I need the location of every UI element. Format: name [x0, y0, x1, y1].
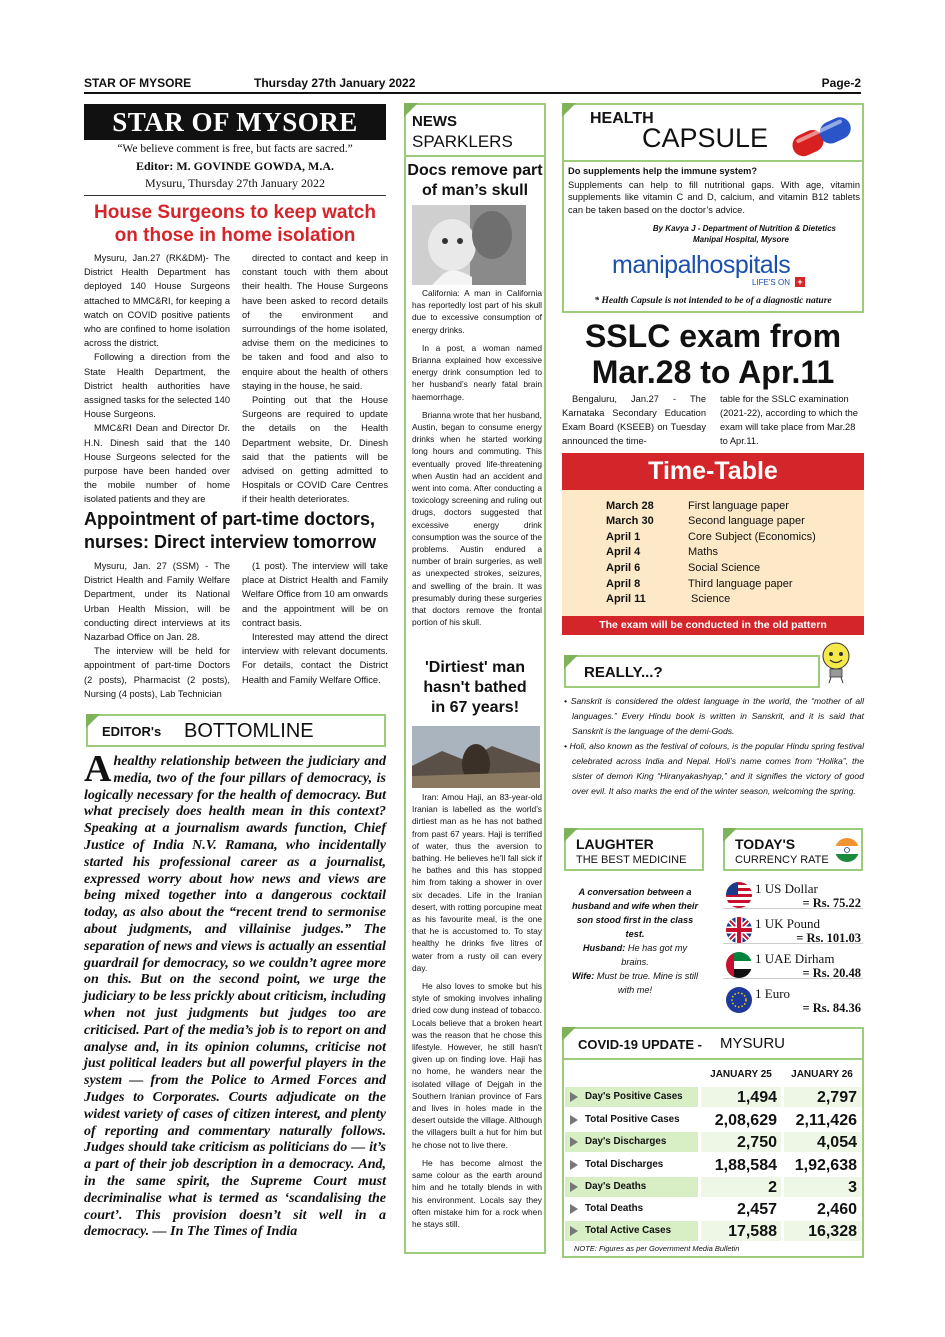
- list-item: • Sanskrit is considered the oldest language in the world, the “mother of all languages.” Every Hindu book is written in Sanskrit, and it is said that Sanskrit is the language of the demi-Gods.: [564, 696, 864, 736]
- paper-name: STAR OF MYSORE: [84, 76, 192, 90]
- laughter-body: A conversation between a husband and wife when their son stood first in the class test. Husband: He has got my brains. Wife: Must be true. Mine is still with me!: [571, 887, 699, 995]
- really-label-box: REALLY...?: [564, 655, 820, 688]
- story1-headline: Docs remove part of man’s skull: [407, 162, 543, 199]
- article2-headline: Appointment of part-time doctors, nurses: Direct interview tomorrow: [84, 509, 377, 552]
- list-item: • Holi, also known as the festival of colours, is the popular Hindu spring festival celebrated across India and Nepal. Holi’s name comes from “Holika”, the sister of demon King “Hiranyakashyap,” and it signifies the victory of good over evil. It also marks the end of the winter season, welcoming the spring.: [564, 741, 864, 796]
- manipal-tagline: LIFE'S ON: [752, 278, 790, 287]
- health-question: Do supplements help the immune system?: [568, 166, 758, 176]
- corner-fold-icon: [562, 103, 576, 117]
- news-sparklers-box: NEWS SPARKLERS Docs remove part of man’s skull California: A man in California has reportedly lost part of his skull due to excessive consumption of energy drinks. In a post, a woman named Brianna explained how excessive energy drink consumption led to her husband’s nearly fatal brain haemorrhage. Brianna wrote that her husband, Austin, began to consume energy drinks when he started working long hours and commuting. This eventually proved life-threatening when Austin had an accident and went into coma. After conducting a toxicology screening and ruling out drugs, doctors suggested that excessive energy drink consumption was the source of the problems. Austin endured a number of brain surgeries, as well as unexpected strokes, seizures, and swelling of the brain. It was presumably during these surgeries that doctors remove the frontal portion of his skull. 'Dirtiest' man hasn't bathed in 67 years! Iran: Amou Haji, an 83-year-old Iranian is labelled as the world’s dirtiest man as he has not bathed from past 67 years. Haji is terrified of water, thus the aversion to bathing. He believes he’ll fall sick if he bathes and this has stopped him from taking a shower in over six decades. Life in the Iranian desert, with rotting porcupine meat as his favourite meal, is the one that he is accustomed to. To stay healthy he drinks five litres of water from a rusty oil can every day. He also loves to smoke but his style of smoking involves inhaling dried cow dung instead of tobacco. Locals believe that a broken heart was the reason that he chose this lifestyle. However, he still hasn't given up on finding love. Haji has no home, he wanders near the isolated village of Dejgah in the Southern Iranian province of Fars and lives in holes made in the desert outside the village. Although the villagers built a hut for him but he chose not to live there. He has become almost the same colour as the earth around him and he totally blends in with his environment. Locals say they often mistake him for a rock when he stays still.: [404, 103, 546, 1254]
- arrow-icon: [570, 1204, 578, 1214]
- story1-photo: [412, 205, 526, 285]
- story1-body: California: A man in California has reportedly lost part of his skull due to excessive consumption of energy drinks. In a post, a woman named Brianna explained how excessive energy drink consumption led to her husband’s nearly fatal brain haemorrhage. Brianna wrote that her husband, Austin, began to consume energy drinks when he started working long hours and commuting. This eventually proved life-threatening when Austin had an accident and went into coma. After conducting a toxicology screening and ruling out drugs, doctors suggested that excessive energy drink consumption was the source of the problems. Austin endured a number of brain surgeries, as well as unexpected strokes, seizures, and swelling of the brain. It was presumably during these surgeries that doctors remove the frontal portion of his skull.: [412, 288, 542, 628]
- timetable-box: [562, 453, 864, 635]
- sslc-col1: Bengaluru, Jan.27 - The Karnataka Secondary Education Exam Board (KSEEB) on Tuesday announced the time-: [562, 394, 706, 446]
- currency-row: 1 Euro = Rs. 84.36: [723, 984, 863, 1014]
- currency-label-box: TODAY'S CURRENCY RATE: [723, 828, 863, 871]
- table-row: Total Active Cases 17,588 16,328: [565, 1221, 861, 1243]
- masthead-motto: “We believe comment is free, but facts are sacred.”: [117, 143, 353, 155]
- timetable-title: Time-Table: [562, 453, 864, 490]
- timetable-footer: The exam will be conducted in the old pattern: [562, 616, 864, 635]
- lightbulb-icon: [818, 640, 854, 684]
- divider: [406, 155, 544, 157]
- table-row: Total Positive Cases 2,08,629 2,11,426: [565, 1110, 861, 1132]
- arrow-icon: [570, 1115, 578, 1125]
- arrow-icon: [570, 1137, 578, 1147]
- capsule-icon: [784, 111, 862, 159]
- plus-icon: +: [795, 277, 805, 287]
- timetable-row: April 1 Core Subject (Economics): [606, 531, 816, 543]
- currency-row: 1 UAE Dirham = Rs. 20.48: [723, 949, 863, 979]
- story2-headline: 'Dirtiest' man hasn't bathed in 67 years!: [423, 659, 527, 716]
- timetable-row: April 4 Maths: [606, 546, 718, 558]
- arrow-icon: [570, 1092, 578, 1102]
- covid-box: COVID-19 UPDATE - MYSURU JANUARY 25 JANUARY 26: [562, 1027, 864, 1258]
- article1-col1: Mysuru, Jan.27 (RK&DM)- The District Health Department has deployed 140 House Surgeons attached to MMC&RI, for keeping a watch on COVID positive patients who are confined to home isolation across the district. Following a direction from the State Health Department, the District health authorities have assigned tasks for the selected 140 House Surgeons. MMC&RI Dean and Director Dr. H.N. Dinesh said that the 140 House Surgeons selected for the purpose have been handed over the mobile number of home isolated patients and they are: [84, 253, 230, 505]
- page-header: [84, 76, 861, 94]
- timetable-row: April 8 Third language paper: [606, 578, 793, 590]
- corner-fold-icon: [86, 714, 100, 728]
- editorial-body: Ahealthy relationship between the judiciary and media, two of the four pillars of democracy, is logically necessary for the health of democracy. But what precisely does health mean in this context? Speaking at a journalism awards function, Chief Justice of India N.V. Ramana, who incidentally started his professional career as a journalist, expressed worry about how news and views are being mixed together into a dangerous cocktail today, as also about the “recent trend to sermonise about judgments, and villainise judges.” The separation of news and views is actually an essential guardrail for democracy, so we couldn’t agree more on this. But on the second point, we urge the judiciary to be less prickly about criticism, including when not just judgments but judges too are criticised. Part of the media’s job is to report on and analyse and, in its opinion columns, criticise not just political leaders but all powerful players in the system — from the Police to Armed Forces and Judges to Corporates. Courts adjudicate on the widest variety of cases of citizen interest, and plenty of reporting and commentary naturally follows. Judges should take criticism as politicians do — it’s a part of their job description in a democracy. And, in the same spirit, the Supreme Court must decriminalise what is termed as ‘scandalising the court’. This provision doesn’t sit well in a democracy. — In The Times of India: [84, 748, 386, 1240]
- masthead-title: STAR OF MYSORE: [84, 104, 386, 140]
- arrow-icon: [570, 1160, 578, 1170]
- divider: [564, 160, 862, 162]
- article2-col1: Mysuru, Jan. 27 (SSM) - The District Health and Family Welfare Department, under its National Urban Health Mission, will be conducting direct interviews at its Nazarbad Office on Jan. 28. The interview will be held for appointment of part-time Doctors (2 posts), Pharmacist (2 posts), Nursing (4 posts), Lab Technician: [84, 561, 230, 699]
- uk-flag-icon: [726, 917, 752, 943]
- health-answer: Supplements can help to fill nutritional gaps. With age, vitamin supplements like vitamin C and D, calcium, and vitamin B12 tablets can be taken based on the doctor’s advice.: [568, 180, 860, 215]
- table-row: Day's Deaths 2 3: [565, 1177, 861, 1199]
- table-row: Total Discharges 1,88,584 1,92,638: [565, 1155, 861, 1177]
- covid-col-header: JANUARY 25: [710, 1069, 772, 1080]
- sslc-headline: SSLC exam from Mar.28 to Apr.11: [584, 318, 842, 390]
- covid-note: NOTE: Figures as per Government Media Bulletin: [574, 1244, 740, 1253]
- covid-col-header: JANUARY 26: [791, 1069, 853, 1080]
- table-row: Day's Positive Cases 1,494 2,797: [565, 1087, 861, 1109]
- issue-date: Thursday 27th January 2022: [254, 76, 416, 90]
- divider: [84, 195, 386, 196]
- editorial-label-box: EDITOR's BOTTOMLINE: [86, 714, 386, 747]
- article1-col2: directed to contact and keep in constant touch with them about their health. The House Surgeons have been asked to record details of the environment and surroundings of the home isolated, advise them on the medicines to be taken and food and also to enquire about the health of others staying in the house, he said. Pointing out that the House Surgeons are required to update the details on the Health Department website, Dr. Dinesh said that the patients will be advised on getting admitted to Hospitals or COVID Care Centres if their health deteriorates.: [242, 253, 388, 505]
- laughter-label-box: LAUGHTER THE BEST MEDICINE: [564, 828, 704, 871]
- really-list: [562, 694, 864, 800]
- health-disclaimer: * Health Capsule is not intended to be of a diagnostic nature: [594, 296, 832, 306]
- masthead-dateline: Mysuru, Thursday 27th January 2022: [144, 176, 326, 190]
- article1-headline: House Surgeons to keep watch on those in home isolation: [94, 202, 376, 246]
- health-capsule-box: HEALTH CAPSULE Do supplements help the immune system? Supplements can help to fill nutritional gaps. With age, vitamin supplements like vitamin C and D, calcium, and vitamin B12 tablets can be taken based on the doctor’s advice. By Kavya J - Department of Nutrition & Dietetics Manipal Hospital, Mysore manipalhospitals LIFE'S ON + * Health Capsule is not intended to be of a diagnostic nature: [562, 103, 864, 313]
- timetable-row: March 30 Second language paper: [606, 515, 805, 527]
- dropcap: A: [84, 748, 112, 790]
- us-flag-icon: [726, 882, 752, 908]
- page-number: Page-2: [821, 76, 861, 90]
- eu-flag-icon: [726, 987, 752, 1013]
- uae-flag-icon: [726, 952, 752, 978]
- sslc-col2: table for the SSLC examination (2021-22), according to which the exam will take place from Mar.28 to Apr.11.: [720, 394, 858, 446]
- story2-body: Iran: Amou Haji, an 83-year-old Iranian is labelled as the world’s dirtiest man as he has not bathed from past 67 years. Haji is terrified of water, thus the aversion to bathing. He believes he’ll fall sick if he bathes and this has stopped him from taking a shower in over six decades. Life in the Iranian desert, with rotting porcupine meat as his favourite meal, is the one that he is accustomed to. To stay healthy he drinks five litres of water from a rusty oil can every day. He also loves to smoke but his style of smoking involves inhaling dried cow dung instead of tobacco. Locals believe that a broken heart was the reason that he chose this lifestyle. However, he still hasn't given up on finding love. Haji has no home, he wanders near the isolated village of Dejgah in the Southern Iranian province of Fars and lives in holes made in the desert outside the village. Although the villagers built a hut for him but he chose not to live there. He has become almost the same colour as the earth around him and he totally blends in with his environment. Locals say they often mistake him for a rock when he stays still.: [412, 792, 542, 1229]
- timetable-row: April 6 Social Science: [606, 562, 761, 574]
- india-flag-icon: [835, 838, 859, 862]
- currency-row: 1 UK Pound = Rs. 101.03: [723, 914, 863, 944]
- timetable-row: April 11 Science: [606, 593, 731, 605]
- table-row: Day's Discharges 2,750 4,054: [565, 1132, 861, 1154]
- masthead-editor: Editor: M. GOVINDE GOWDA, M.A.: [136, 159, 334, 173]
- table-row: Total Deaths 2,457 2,460: [565, 1199, 861, 1221]
- article2-col2: (1 post). The interview will take place at District Health and Family Welfare Office from 10 am onwards and the appointment will be on contract basis. Interested may attend the direct interview with relevant documents. For details, contact the District Health and Family Welfare Office.: [242, 561, 388, 685]
- story2-photo: [412, 726, 540, 788]
- manipal-logo: manipalhospitals: [612, 251, 791, 279]
- health-byline: By Kavya J - Department of Nutrition & Dietetics Manipal Hospital, Mysore: [652, 224, 836, 244]
- arrow-icon: [570, 1182, 578, 1192]
- arrow-icon: [570, 1226, 578, 1236]
- currency-row: 1 US Dollar = Rs. 75.22: [723, 879, 863, 909]
- timetable-row: March 28 First language paper: [606, 500, 789, 512]
- corner-fold-icon: [564, 655, 578, 669]
